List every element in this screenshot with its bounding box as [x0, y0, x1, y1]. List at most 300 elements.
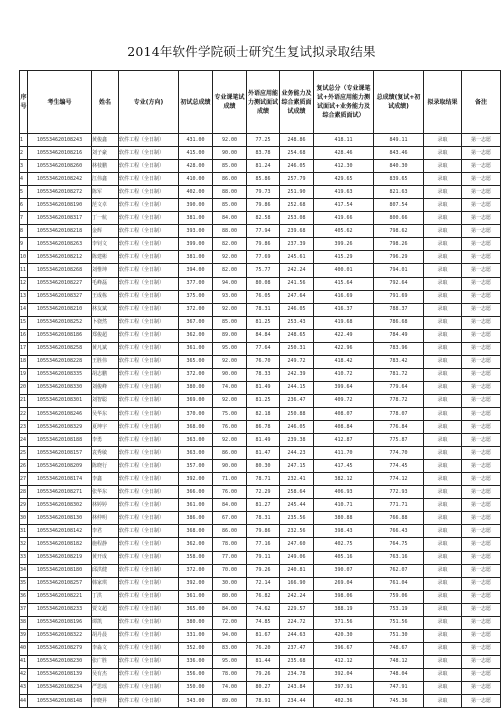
cell-prelim-score: 343.00	[179, 695, 213, 708]
cell-ability-interview: 235.56	[280, 512, 314, 525]
cell-seq: 20	[20, 381, 28, 394]
cell-major: 软件工程（全日制）	[119, 486, 179, 499]
cell-major: 软件工程（全日制）	[119, 173, 179, 186]
cell-retest-total: 422.49	[314, 329, 374, 342]
cell-course-exam: 78.00	[213, 538, 247, 551]
cell-prelim-score: 361.00	[179, 590, 213, 603]
cell-course-exam: 95.00	[213, 655, 247, 668]
cell-language-interview: 78.33	[247, 368, 280, 381]
cell-total-score: 745.36	[374, 695, 424, 708]
cell-major: 软件工程（全日制）	[119, 681, 179, 694]
cell-language-interview: 79.26	[247, 564, 280, 577]
cell-total-score: 778.07	[374, 407, 424, 420]
cell-retest-total: 411.70	[314, 447, 374, 460]
cell-seq: 21	[20, 394, 28, 407]
table-row	[20, 603, 501, 616]
cell-major: 软件工程（全日制）	[119, 147, 179, 160]
cell-prelim-score: 381.00	[179, 212, 213, 225]
cell-prelim-score: 415.00	[179, 147, 213, 160]
cell-ability-interview: 249.72	[280, 355, 314, 368]
table-row	[20, 447, 501, 460]
cell-note: 第一志愿	[462, 407, 501, 420]
cell-note: 第一志愿	[462, 199, 501, 212]
cell-retest-total: 396.67	[314, 642, 374, 655]
cell-seq: 15	[20, 316, 28, 329]
cell-ability-interview: 245.44	[280, 499, 314, 512]
cell-note: 第一志愿	[462, 525, 501, 538]
table-row	[20, 134, 501, 147]
cell-total-score: 751.56	[374, 616, 424, 629]
cell-note: 第一志愿	[462, 342, 501, 355]
cell-retest-total: 408.07	[314, 407, 374, 420]
cell-candidate-id: 105534620108260	[28, 160, 92, 173]
cell-course-exam: 92.00	[213, 394, 247, 407]
cell-note: 第一志愿	[462, 355, 501, 368]
cell-ability-interview: 236.47	[280, 394, 314, 407]
cell-retest-total: 416.37	[314, 303, 374, 316]
cell-candidate-id: 105534620108327	[28, 290, 92, 303]
cell-total-score: 771.71	[374, 499, 424, 512]
cell-name: 黄俊鑫	[92, 134, 119, 147]
cell-total-score: 840.30	[374, 160, 424, 173]
cell-prelim-score: 402.00	[179, 186, 213, 199]
table-row	[20, 238, 501, 251]
cell-course-exam: 84.00	[213, 499, 247, 512]
cell-name: 陈建彬	[92, 251, 119, 264]
cell-major: 软件工程（全日制）	[119, 199, 179, 212]
cell-note: 第一志愿	[462, 590, 501, 603]
cell-language-interview: 80.30	[247, 460, 280, 473]
cell-total-score: 794.01	[374, 264, 424, 277]
cell-name: 袁秀敏	[92, 447, 119, 460]
cell-language-interview: 78.31	[247, 303, 280, 316]
cell-note: 第一志愿	[462, 681, 501, 694]
cell-total-score: 776.84	[374, 421, 424, 434]
cell-major: 软件工程（全日制）	[119, 355, 179, 368]
cell-candidate-id: 105534620108209	[28, 460, 92, 473]
cell-ability-interview: 166.90	[280, 577, 314, 590]
cell-retest-total: 410.71	[314, 499, 374, 512]
header-prelim-score: 初试总成绩	[179, 71, 213, 134]
cell-admission-result: 录取	[424, 212, 462, 225]
cell-major: 软件工程（全日制）	[119, 655, 179, 668]
cell-prelim-score: 431.00	[179, 134, 213, 147]
cell-retest-total: 399.64	[314, 381, 374, 394]
cell-retest-total: 429.65	[314, 173, 374, 186]
cell-prelim-score: 386.00	[179, 512, 213, 525]
cell-candidate-id: 105534620108258	[28, 342, 92, 355]
cell-name: 张华东	[92, 486, 119, 499]
cell-major: 软件工程（全日制）	[119, 381, 179, 394]
cell-language-interview: 72.14	[247, 577, 280, 590]
header-total-score: 总成绩(复试+初试成绩)	[374, 71, 424, 134]
cell-ability-interview: 250.31	[280, 342, 314, 355]
cell-prelim-score: 368.00	[179, 421, 213, 434]
cell-seq: 37	[20, 603, 28, 616]
cell-seq: 8	[20, 225, 28, 238]
cell-course-exam: 76.00	[213, 486, 247, 499]
cell-admission-result: 录取	[424, 577, 462, 590]
cell-note: 第一志愿	[462, 290, 501, 303]
cell-course-exam: 93.00	[213, 290, 247, 303]
cell-major: 软件工程（全日制）	[119, 251, 179, 264]
cell-prelim-score: 366.00	[179, 486, 213, 499]
cell-seq: 33	[20, 551, 28, 564]
cell-ability-interview: 245.61	[280, 251, 314, 264]
cell-prelim-score: 362.00	[179, 329, 213, 342]
cell-candidate-id: 105534620108196	[28, 616, 92, 629]
cell-seq: 3	[20, 160, 28, 173]
cell-seq: 10	[20, 251, 28, 264]
table-row	[20, 577, 501, 590]
cell-major: 软件工程（全日制）	[119, 277, 179, 290]
cell-admission-result: 录取	[424, 355, 462, 368]
cell-candidate-id: 105534620108317	[28, 212, 92, 225]
cell-retest-total: 410.72	[314, 368, 374, 381]
cell-prelim-score: 392.00	[179, 577, 213, 590]
cell-admission-result: 录取	[424, 421, 462, 434]
cell-course-exam: 92.00	[213, 303, 247, 316]
cell-total-score: 774.12	[374, 473, 424, 486]
table-row	[20, 173, 501, 186]
cell-name: 刘惟坤	[92, 264, 119, 277]
cell-language-interview: 81.47	[247, 447, 280, 460]
cell-total-score: 781.72	[374, 368, 424, 381]
cell-prelim-score: 377.00	[179, 277, 213, 290]
cell-language-interview: 86.78	[247, 421, 280, 434]
cell-language-interview: 79.26	[247, 668, 280, 681]
cell-candidate-id: 105534620108246	[28, 407, 92, 420]
cell-seq: 27	[20, 473, 28, 486]
cell-note: 第一志愿	[462, 368, 501, 381]
cell-candidate-id: 105534620108242	[28, 173, 92, 186]
cell-language-interview: 78.91	[247, 695, 280, 708]
cell-language-interview: 72.29	[247, 486, 280, 499]
cell-candidate-id: 105534620108182	[28, 538, 92, 551]
cell-prelim-score: 380.00	[179, 381, 213, 394]
table-row	[20, 434, 501, 447]
cell-ability-interview: 237.47	[280, 642, 314, 655]
cell-retest-total: 418.42	[314, 355, 374, 368]
cell-admission-result: 录取	[424, 499, 462, 512]
cell-prelim-score: 370.00	[179, 407, 213, 420]
cell-retest-total: 269.04	[314, 577, 374, 590]
cell-name: 黄开成	[92, 551, 119, 564]
cell-total-score: 784.49	[374, 329, 424, 342]
cell-admission-result: 录取	[424, 525, 462, 538]
cell-retest-total: 408.84	[314, 421, 374, 434]
cell-name: 胡志鹏	[92, 368, 119, 381]
cell-ability-interview: 237.39	[280, 238, 314, 251]
cell-major: 软件工程（全日制）	[119, 564, 179, 577]
cell-ability-interview: 254.68	[280, 147, 314, 160]
cell-candidate-id: 105534620108186	[28, 329, 92, 342]
cell-name: 吴有杰	[92, 668, 119, 681]
cell-note: 第一志愿	[462, 264, 501, 277]
cell-language-interview: 79.86	[247, 238, 280, 251]
cell-retest-total: 428.46	[314, 147, 374, 160]
cell-language-interview: 83.78	[247, 147, 280, 160]
cell-language-interview: 76.70	[247, 355, 280, 368]
cell-admission-result: 录取	[424, 381, 462, 394]
cell-candidate-id: 105534620108330	[28, 381, 92, 394]
header-note: 备注	[462, 71, 501, 134]
admission-table	[19, 70, 501, 708]
cell-seq: 25	[20, 447, 28, 460]
cell-admission-result: 录取	[424, 473, 462, 486]
cell-name: 邱洪健	[92, 564, 119, 577]
cell-candidate-id: 105534620108252	[28, 316, 92, 329]
cell-name: 刘智聪	[92, 394, 119, 407]
cell-note: 第一志愿	[462, 186, 501, 199]
cell-prelim-score: 357.00	[179, 460, 213, 473]
cell-total-score: 751.30	[374, 629, 424, 642]
cell-seq: 26	[20, 460, 28, 473]
cell-note: 第一志愿	[462, 212, 501, 225]
cell-name: 丁一航	[92, 212, 119, 225]
cell-admission-result: 录取	[424, 290, 462, 303]
cell-language-interview: 77.94	[247, 225, 280, 238]
cell-prelim-score: 363.00	[179, 434, 213, 447]
cell-admission-result: 录取	[424, 316, 462, 329]
cell-retest-total: 405.62	[314, 225, 374, 238]
cell-candidate-id: 105534620108234	[28, 681, 92, 694]
cell-seq: 39	[20, 629, 28, 642]
cell-note: 第一志愿	[462, 551, 501, 564]
cell-ability-interview: 242.24	[280, 264, 314, 277]
cell-major: 软件工程（全日制）	[119, 473, 179, 486]
cell-retest-total: 405.16	[314, 551, 374, 564]
cell-admission-result: 录取	[424, 629, 462, 642]
cell-retest-total: 398.06	[314, 590, 374, 603]
header-language-interview: 外语应用能力测试面试成绩	[247, 71, 280, 134]
cell-note: 第一志愿	[462, 695, 501, 708]
cell-language-interview: 76.20	[247, 642, 280, 655]
cell-language-interview: 79.11	[247, 551, 280, 564]
cell-ability-interview: 243.84	[280, 681, 314, 694]
cell-course-exam: 82.00	[213, 264, 247, 277]
cell-ability-interview: 257.79	[280, 173, 314, 186]
cell-prelim-score: 380.00	[179, 616, 213, 629]
cell-language-interview: 74.85	[247, 616, 280, 629]
table-row	[20, 486, 501, 499]
cell-total-score: 791.69	[374, 290, 424, 303]
cell-language-interview: 78.71	[247, 473, 280, 486]
cell-course-exam: 80.00	[213, 590, 247, 603]
cell-candidate-id: 105534620108243	[28, 134, 92, 147]
cell-name: 刘俊峰	[92, 381, 119, 394]
cell-name: 卜骁然	[92, 316, 119, 329]
cell-name: 王胜伟	[92, 355, 119, 368]
cell-ability-interview: 252.68	[280, 199, 314, 212]
cell-name: 胡丹晨	[92, 629, 119, 642]
cell-admission-result: 录取	[424, 551, 462, 564]
cell-name: 陈军	[92, 186, 119, 199]
cell-admission-result: 录取	[424, 486, 462, 499]
cell-ability-interview: 244.23	[280, 447, 314, 460]
table-row	[20, 394, 501, 407]
cell-prelim-score: 361.00	[179, 342, 213, 355]
cell-note: 第一志愿	[462, 538, 501, 551]
cell-admission-result: 录取	[424, 603, 462, 616]
cell-course-exam: 94.00	[213, 277, 247, 290]
cell-ability-interview: 246.05	[280, 160, 314, 173]
cell-note: 第一志愿	[462, 499, 501, 512]
cell-language-interview: 81.24	[247, 160, 280, 173]
cell-seq: 35	[20, 577, 28, 590]
cell-candidate-id: 105534620108180	[28, 564, 92, 577]
cell-admission-result: 录取	[424, 147, 462, 160]
cell-major: 软件工程（全日制）	[119, 695, 179, 708]
table-row	[20, 616, 501, 629]
cell-seq: 34	[20, 564, 28, 577]
cell-seq: 19	[20, 368, 28, 381]
cell-name: 李勇	[92, 434, 119, 447]
cell-ability-interview: 247.15	[280, 460, 314, 473]
cell-total-score: 839.65	[374, 173, 424, 186]
header-ability-interview: 业务能力及综合素质面试成绩	[280, 71, 314, 134]
cell-prelim-score: 356.00	[179, 668, 213, 681]
cell-total-score: 796.29	[374, 251, 424, 264]
cell-note: 第一志愿	[462, 381, 501, 394]
cell-language-interview: 82.18	[247, 407, 280, 420]
cell-total-score: 778.72	[374, 394, 424, 407]
cell-candidate-id: 105534620108212	[28, 251, 92, 264]
cell-seq: 2	[20, 147, 28, 160]
cell-ability-interview: 234.44	[280, 695, 314, 708]
cell-name: 金辉	[92, 225, 119, 238]
table-row	[20, 668, 501, 681]
cell-retest-total: 412.12	[314, 655, 374, 668]
cell-prelim-score: 368.00	[179, 525, 213, 538]
cell-major: 软件工程（全日制）	[119, 238, 179, 251]
cell-candidate-id: 105534620108301	[28, 394, 92, 407]
cell-major: 软件工程（全日制）	[119, 303, 179, 316]
cell-retest-total: 419.66	[314, 212, 374, 225]
cell-prelim-score: 428.00	[179, 160, 213, 173]
cell-course-exam: 92.00	[213, 434, 247, 447]
cell-name: 吴华东	[92, 407, 119, 420]
cell-admission-result: 录取	[424, 616, 462, 629]
cell-name: 陈晓行	[92, 460, 119, 473]
cell-admission-result: 录取	[424, 303, 462, 316]
cell-ability-interview: 247.64	[280, 290, 314, 303]
cell-candidate-id: 105534620108130	[28, 512, 92, 525]
cell-major: 软件工程（全日制）	[119, 368, 179, 381]
cell-seq: 16	[20, 329, 28, 342]
cell-admission-result: 录取	[424, 590, 462, 603]
cell-seq: 22	[20, 407, 28, 420]
cell-language-interview: 77.25	[247, 134, 280, 147]
table-row	[20, 538, 501, 551]
cell-prelim-score: 372.00	[179, 368, 213, 381]
table-row	[20, 695, 501, 708]
cell-course-exam: 75.00	[213, 407, 247, 420]
cell-seq: 13	[20, 290, 28, 303]
cell-retest-total: 392.04	[314, 668, 374, 681]
table-row	[20, 381, 501, 394]
cell-admission-result: 录取	[424, 460, 462, 473]
header-candidate-id: 考生编号	[28, 71, 92, 134]
cell-seq: 43	[20, 681, 28, 694]
cell-candidate-id: 105534620108216	[28, 147, 92, 160]
cell-admission-result: 录取	[424, 447, 462, 460]
cell-prelim-score: 367.00	[179, 316, 213, 329]
cell-language-interview: 82.58	[247, 212, 280, 225]
cell-prelim-score: 365.00	[179, 355, 213, 368]
cell-ability-interview: 253.08	[280, 212, 314, 225]
cell-course-exam: 84.00	[213, 212, 247, 225]
cell-major: 软件工程（全日制）	[119, 394, 179, 407]
cell-language-interview: 78.31	[247, 512, 280, 525]
cell-name: 李淼文	[92, 642, 119, 655]
cell-major: 软件工程（全日制）	[119, 212, 179, 225]
cell-seq: 40	[20, 642, 28, 655]
table-row	[20, 681, 501, 694]
cell-ability-interview: 247.60	[280, 538, 314, 551]
cell-admission-result: 录取	[424, 264, 462, 277]
cell-prelim-score: 410.00	[179, 173, 213, 186]
cell-total-score: 747.91	[374, 681, 424, 694]
cell-total-score: 763.16	[374, 551, 424, 564]
cell-seq: 7	[20, 212, 28, 225]
cell-seq: 30	[20, 512, 28, 525]
table-row	[20, 303, 501, 316]
cell-course-exam: 30.00	[213, 577, 247, 590]
cell-retest-total: 390.07	[314, 564, 374, 577]
cell-total-score: 798.26	[374, 238, 424, 251]
cell-ability-interview: 229.57	[280, 603, 314, 616]
cell-retest-total: 371.56	[314, 616, 374, 629]
cell-prelim-score: 372.00	[179, 564, 213, 577]
cell-total-score: 800.66	[374, 212, 424, 225]
table-row	[20, 342, 501, 355]
cell-course-exam: 92.00	[213, 355, 247, 368]
cell-admission-result: 录取	[424, 407, 462, 420]
cell-prelim-score: 331.00	[179, 629, 213, 642]
cell-prelim-score: 350.00	[179, 681, 213, 694]
cell-candidate-id: 105534620108157	[28, 447, 92, 460]
cell-name: 林婷婷	[92, 499, 119, 512]
cell-note: 第一志愿	[462, 564, 501, 577]
cell-ability-interview: 250.88	[280, 407, 314, 420]
cell-note: 第一志愿	[462, 225, 501, 238]
cell-seq: 11	[20, 264, 28, 277]
cell-admission-result: 录取	[424, 368, 462, 381]
cell-course-exam: 70.00	[213, 564, 247, 577]
cell-language-interview: 81.25	[247, 316, 280, 329]
cell-total-score: 798.62	[374, 225, 424, 238]
cell-name: 毛峰磊	[92, 277, 119, 290]
page-title: 2014年软件学院硕士研究生复试拟录取结果	[127, 44, 376, 59]
cell-retest-total: 402.36	[314, 695, 374, 708]
table-row	[20, 212, 501, 225]
cell-ability-interview: 246.05	[280, 303, 314, 316]
cell-language-interview: 77.16	[247, 538, 280, 551]
cell-note: 第一志愿	[462, 473, 501, 486]
cell-admission-result: 录取	[424, 394, 462, 407]
cell-seq: 12	[20, 277, 28, 290]
cell-admission-result: 录取	[424, 173, 462, 186]
cell-course-exam: 83.00	[213, 642, 247, 655]
cell-note: 第一志愿	[462, 251, 501, 264]
cell-language-interview: 80.08	[247, 277, 280, 290]
table-row	[20, 277, 501, 290]
cell-major: 软件工程（全日制）	[119, 642, 179, 655]
cell-seq: 44	[20, 695, 28, 708]
cell-ability-interview: 234.78	[280, 668, 314, 681]
cell-course-exam: 85.00	[213, 316, 247, 329]
